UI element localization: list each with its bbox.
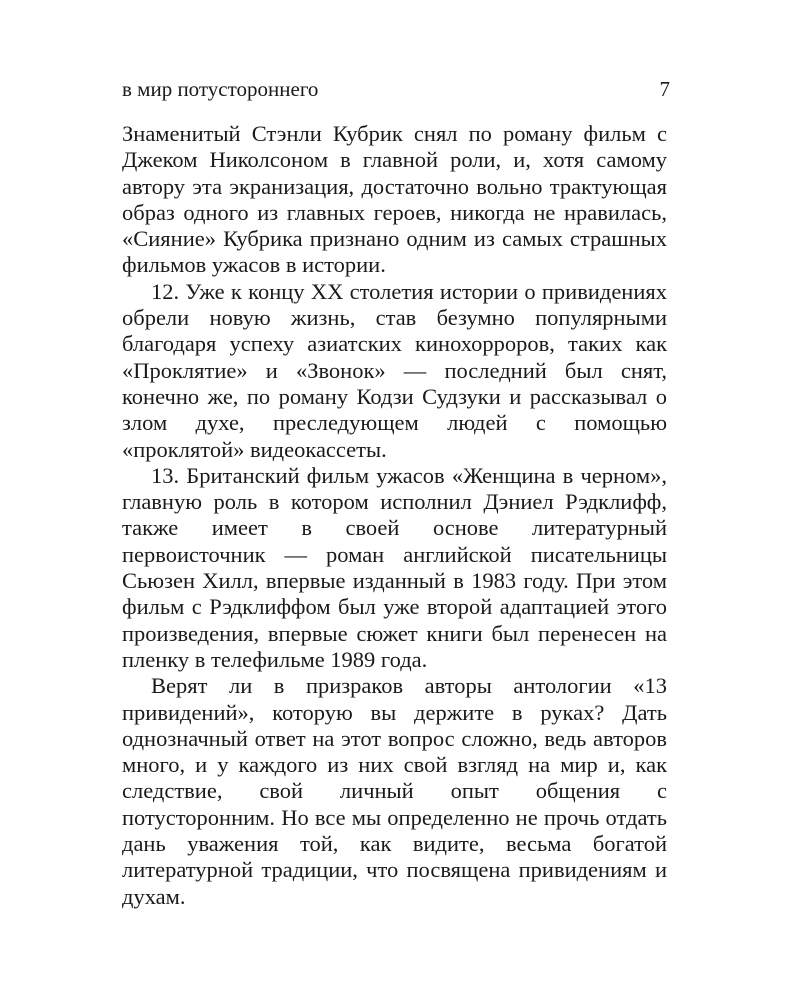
body-text	[122, 121, 667, 910]
paragraph-13-woman-in-black: 13. Британский фильм ужасов «Женщина в черном», главную роль в котором исполнил Дэниел Рэдклифф, также имеет в своей основе литературный первоисточник — роман английской писательницы Сьюзен Хилл, впервые изданный в 1983 году. При этом фильм с Рэдклиффом был уже второй адаптацией этого произведения, впервые сюжет книги был перенесен на пленку в телефильме 1989 года.	[122, 462, 667, 672]
paragraph-anthology-authors: Верят ли в призраков авторы антологии «13 привидений», которую вы держите в руках? Дать однозначный ответ на этот вопрос сложно, ведь авторов много, и у каждого из них свой взгляд на мир и, как следствие, свой личный опыт общения с потусторонним. Но все мы определенно не прочь отдать дань уважения той, как видите, весьма богатой литературной традиции, что посвящена привидениям и духам.	[122, 673, 667, 909]
paragraph-shining: Знаменитый Стэнли Кубрик снял по роману фильм с Джеком Николсоном в главной роли, и, хотя самому автору эта экранизация, достаточно вольно трактующая образ одного из главных героев, никогда не нравилась, «Сияние» Кубрика признано одним из самых страшных фильмов ужасов в истории.	[122, 121, 667, 278]
page-number: 7	[659, 77, 670, 101]
running-head	[122, 76, 670, 102]
running-title: в мир потустороннего	[122, 77, 319, 101]
paragraph-12-asian-horror: 12. Уже к концу XX столетия истории о привидениях обрели новую жизнь, став безумно популярными благодаря успеху азиатских кинохорроров, таких как «Проклятие» и «Звонок» — последний был снят, конечно же, по роману Кодзи Судзуки и рассказывал о злом духе, преследующем людей с помощью «проклятой» видеокассеты.	[122, 278, 667, 462]
